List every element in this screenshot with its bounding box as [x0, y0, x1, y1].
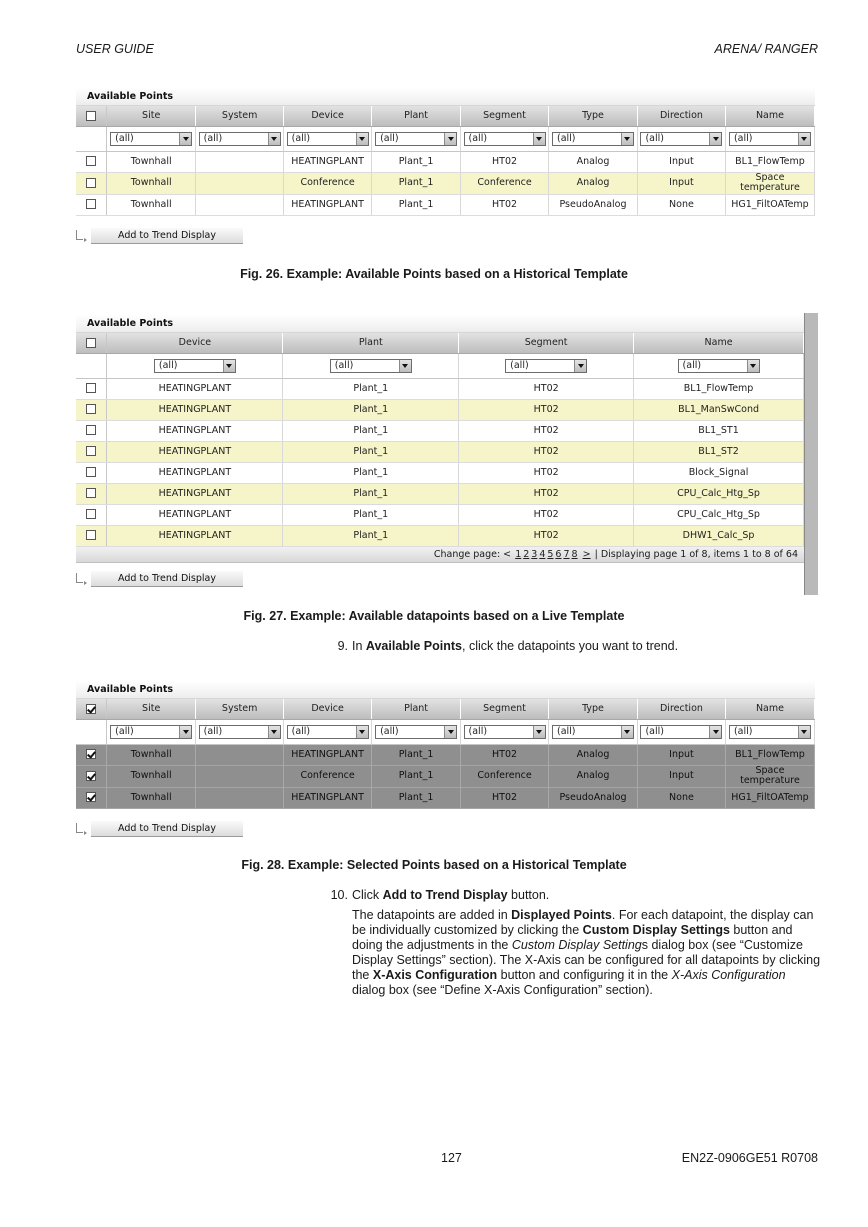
table-row[interactable] [76, 765, 815, 787]
filter-cell [549, 126, 638, 151]
dropdown-arrow-icon [621, 133, 633, 145]
cell-name: BL1_FlowTemp [725, 744, 814, 765]
vertical-scrollbar[interactable] [804, 313, 818, 595]
filter-select-name[interactable] [678, 359, 760, 373]
filter-select-type[interactable] [552, 725, 634, 739]
column-header-plant[interactable]: Plant [372, 699, 461, 719]
table-row[interactable] [76, 151, 815, 172]
step-number: 10. [330, 888, 348, 902]
row-checkbox-cell [76, 194, 107, 215]
table-row[interactable] [76, 462, 804, 483]
cell-segment: HT02 [459, 378, 634, 399]
row-checkbox-cell [76, 504, 107, 525]
column-header-device[interactable]: Device [284, 699, 372, 719]
select-all-checkbox[interactable] [86, 704, 96, 714]
cell-system [196, 151, 284, 172]
cell-segment: HT02 [459, 525, 634, 546]
page-link-4[interactable]: 4 [539, 548, 546, 560]
cell-segment: HT02 [459, 399, 634, 420]
cell-device: HEATINGPLANT [107, 504, 283, 525]
text-segment: Custom Display Setting [511, 938, 642, 952]
row-checkbox[interactable] [86, 383, 96, 393]
select-all-checkbox[interactable] [86, 338, 96, 348]
add-to-trend-bar [76, 571, 246, 589]
cell-name: BL1_ManSwCond [634, 399, 804, 420]
cell-plant: Plant_1 [283, 420, 459, 441]
dropdown-arrow-icon [444, 133, 456, 145]
step-10-description [352, 908, 822, 998]
cell-system [196, 787, 284, 808]
filter-cell [634, 353, 804, 378]
page-links [514, 549, 578, 560]
filter-cell [283, 353, 459, 378]
filter-cell [459, 353, 634, 378]
cell-device: HEATINGPLANT [284, 787, 372, 808]
filter-select-type[interactable] [552, 132, 634, 146]
cell-device: HEATINGPLANT [284, 744, 372, 765]
dropdown-arrow-icon [444, 726, 456, 738]
text-segment: The datapoints are added in [352, 908, 512, 922]
table-row[interactable] [76, 172, 815, 194]
text-segment: X-Axis Configuration [372, 968, 498, 982]
dropdown-arrow-icon [621, 726, 633, 738]
cell-direction: Input [637, 172, 725, 194]
table-row[interactable] [76, 420, 804, 441]
cell-segment: HT02 [461, 744, 549, 765]
filter-row [76, 353, 804, 378]
filter-cell [372, 719, 461, 744]
table-row[interactable] [76, 483, 804, 504]
cell-site: Townhall [107, 787, 196, 808]
page-link-7[interactable]: 7 [563, 548, 570, 560]
filter-cell [461, 719, 549, 744]
step-text: Click Add to Trend Display button. [352, 888, 550, 902]
filter-cell [637, 719, 725, 744]
filter-select-name[interactable] [729, 132, 811, 146]
cell-device: HEATINGPLANT [107, 462, 283, 483]
available-points-table [76, 699, 815, 809]
filter-select-value: (all) [510, 359, 529, 371]
cell-device: HEATINGPLANT [284, 194, 372, 215]
filter-spacer [76, 719, 107, 744]
document-code: EN2Z-0906GE51 R0708 [681, 1151, 818, 1165]
step-text: In Available Points, click the datapoints you want to trend. [352, 639, 679, 653]
select-all-header [76, 333, 107, 353]
filter-select-value: (all) [291, 132, 311, 144]
filter-select-system[interactable] [199, 132, 281, 146]
filter-select-device[interactable] [287, 725, 369, 739]
column-header-device[interactable]: Device [284, 106, 372, 126]
row-checkbox[interactable] [86, 178, 96, 188]
row-checkbox-cell [76, 399, 107, 420]
cell-name: DHW1_Calc_Sp [634, 525, 804, 546]
table-row[interactable] [76, 194, 815, 215]
filter-select-value: (all) [334, 359, 354, 371]
panel-title: Available Points [76, 315, 804, 333]
column-header-segment[interactable]: Segment [459, 333, 634, 353]
select-all-header [76, 106, 107, 126]
cell-name: CPU_Calc_Htg_Sp [634, 504, 804, 525]
cell-device: HEATINGPLANT [107, 399, 283, 420]
dropdown-arrow-icon [533, 133, 545, 145]
filter-select-value: (all) [468, 725, 488, 737]
filter-select-value: (all) [158, 359, 178, 371]
row-checkbox-cell [76, 483, 107, 504]
row-checkbox[interactable] [86, 467, 96, 477]
filter-spacer [76, 353, 107, 378]
cell-device: Conference [284, 172, 372, 194]
filter-select-value: (all) [115, 132, 134, 144]
filter-select-site[interactable] [110, 725, 192, 739]
cell-device: HEATINGPLANT [107, 420, 283, 441]
panel-title: Available Points [76, 681, 815, 699]
cell-plant: Plant_1 [283, 378, 459, 399]
table-row[interactable] [76, 441, 804, 462]
filter-select-direction[interactable] [640, 725, 722, 739]
filter-row [76, 126, 815, 151]
filter-cell [372, 126, 461, 151]
cell-name: BL1_FlowTemp [634, 378, 804, 399]
row-checkbox[interactable] [86, 425, 96, 435]
text-segment: button and configuring it in the [497, 968, 672, 982]
text-segment: s dialog box (see “Customize Display Settings” section). The X-Axis can be configured for all datapoints by clicking the [352, 938, 821, 982]
add-to-trend-bar [76, 821, 246, 839]
add-to-trend-display-button[interactable]: Add to Trend Display [91, 821, 243, 837]
row-checkbox-cell [76, 441, 107, 462]
cell-plant: Plant_1 [283, 504, 459, 525]
cell-direction: Input [637, 765, 725, 787]
cell-device: Conference [284, 765, 372, 787]
filter-select-system[interactable] [199, 725, 281, 739]
cell-segment: HT02 [459, 483, 634, 504]
cell-plant: Plant_1 [283, 483, 459, 504]
text-segment: dialog box (see “Define X-Axis Configuration” section). [352, 983, 653, 997]
hook-arrow-icon [76, 230, 83, 240]
cell-site: Townhall [107, 151, 196, 172]
column-header-direction[interactable]: Direction [637, 106, 725, 126]
cell-plant: Plant_1 [283, 441, 459, 462]
cell-plant: Plant_1 [283, 462, 459, 483]
cell-device: HEATINGPLANT [284, 151, 372, 172]
cell-device: HEATINGPLANT [107, 441, 283, 462]
filter-select-value: (all) [733, 725, 753, 737]
filter-cell [637, 126, 725, 151]
filter-spacer [76, 126, 107, 151]
text-segment: button and doing the adjustments in the [352, 923, 793, 952]
cell-site: Townhall [107, 744, 196, 765]
cell-plant: Plant_1 [372, 194, 461, 215]
filter-select-value: (all) [380, 132, 399, 144]
panel-title: Available Points [76, 88, 815, 106]
hook-arrow-icon [76, 823, 83, 833]
pager-prefix: Change page: < [433, 548, 512, 560]
filter-cell [107, 353, 283, 378]
column-header-plant[interactable]: Plant [372, 106, 461, 126]
cell-name: BL1_ST2 [634, 441, 804, 462]
filter-cell [196, 719, 284, 744]
cell-segment: Conference [461, 765, 549, 787]
filter-select-segment[interactable] [505, 359, 587, 373]
cell-segment: HT02 [461, 151, 549, 172]
available-points-table [76, 106, 815, 216]
filter-select-site[interactable] [110, 132, 192, 146]
row-checkbox[interactable] [86, 156, 96, 166]
row-checkbox-cell [76, 462, 107, 483]
dropdown-arrow-icon [268, 133, 280, 145]
cell-direction: None [637, 194, 725, 215]
select-all-header [76, 699, 107, 719]
cell-site: Townhall [107, 765, 196, 787]
row-checkbox-cell [76, 151, 107, 172]
column-header-name[interactable]: Name [634, 333, 804, 353]
filter-select-segment[interactable] [464, 725, 546, 739]
cell-name: BL1_ST1 [634, 420, 804, 441]
filter-select-device[interactable] [154, 359, 236, 373]
dropdown-arrow-icon [356, 726, 368, 738]
filter-cell [725, 719, 814, 744]
row-checkbox-cell [76, 787, 107, 808]
filter-select-direction[interactable] [640, 132, 722, 146]
selected-points-panel-historical [76, 681, 815, 809]
column-header-name[interactable]: Name [725, 699, 814, 719]
column-header-system[interactable]: System [196, 699, 284, 719]
running-header-right: ARENA/ RANGER [714, 42, 818, 56]
running-header-left: USER GUIDE [76, 42, 154, 56]
cell-system [196, 744, 284, 765]
table-row[interactable] [76, 504, 804, 525]
column-header-system[interactable]: System [196, 106, 284, 126]
cell-system [196, 765, 284, 787]
cell-plant: Plant_1 [372, 744, 461, 765]
cell-direction: Input [637, 151, 725, 172]
figure-caption: Fig. 26. Example: Available Points based on a Historical Template [240, 267, 628, 281]
filter-cell [284, 719, 372, 744]
row-checkbox-cell [76, 525, 107, 546]
row-checkbox-cell [76, 172, 107, 194]
filter-select-value: (all) [291, 725, 311, 737]
filter-cell [284, 126, 372, 151]
cell-direction: None [637, 787, 725, 808]
column-header-type[interactable]: Type [549, 106, 638, 126]
cell-type: Analog [549, 744, 638, 765]
hook-arrow-icon [76, 573, 83, 583]
cell-segment: HT02 [459, 420, 634, 441]
row-checkbox[interactable] [86, 749, 96, 759]
column-header-direction[interactable]: Direction [637, 699, 725, 719]
page-link-1[interactable]: 1 [515, 548, 522, 560]
cell-device: HEATINGPLANT [107, 378, 283, 399]
header-row [76, 699, 815, 719]
row-checkbox-cell [76, 378, 107, 399]
dropdown-arrow-icon [356, 133, 368, 145]
dropdown-arrow-icon [798, 133, 810, 145]
filter-cell [725, 126, 814, 151]
filter-cell [107, 126, 196, 151]
text-segment: . For each datapoint, the display can be individually customized by clicking the [352, 908, 814, 937]
pager-status: | Displaying page 1 of 8, items 1 to 8 of 64 [594, 548, 798, 560]
filter-select-value: (all) [733, 132, 753, 144]
available-points-panel-historical [76, 88, 815, 216]
row-checkbox-cell [76, 744, 107, 765]
add-to-trend-display-button[interactable]: Add to Trend Display [91, 571, 243, 587]
cell-name: Space temperature [725, 172, 814, 194]
table-row[interactable] [76, 744, 815, 765]
column-header-segment[interactable]: Segment [461, 699, 549, 719]
select-all-checkbox[interactable] [86, 111, 96, 121]
available-points-panel-live [76, 315, 804, 563]
cell-segment: Conference [461, 172, 549, 194]
column-header-site[interactable]: Site [107, 699, 196, 719]
step-number: 9. [337, 639, 348, 653]
filter-select-device[interactable] [287, 132, 369, 146]
next-page-link[interactable]: > [582, 548, 591, 560]
dropdown-arrow-icon [709, 726, 721, 738]
filter-cell [107, 719, 196, 744]
dropdown-arrow-icon [709, 133, 721, 145]
dropdown-arrow-icon [533, 726, 545, 738]
row-checkbox[interactable] [86, 488, 96, 498]
row-checkbox[interactable] [86, 530, 96, 540]
cell-type: PseudoAnalog [549, 194, 638, 215]
row-checkbox[interactable] [86, 404, 96, 414]
cell-plant: Plant_1 [283, 399, 459, 420]
cell-site: Townhall [107, 194, 196, 215]
page-number: 127 [441, 1151, 462, 1165]
filter-row [76, 719, 815, 744]
row-checkbox-cell [76, 420, 107, 441]
page-link-5[interactable]: 5 [547, 548, 554, 560]
text-segment: X-Axis Configuration [671, 968, 786, 982]
filter-cell [196, 126, 284, 151]
cell-type: Analog [549, 172, 638, 194]
filter-select-value: (all) [645, 132, 664, 144]
filter-select-value: (all) [645, 725, 664, 737]
filter-select-value: (all) [682, 359, 702, 371]
pagination-bar [76, 547, 804, 563]
figure-caption: Fig. 28. Example: Selected Points based on a Historical Template [241, 858, 627, 872]
filter-select-value: (all) [556, 132, 576, 144]
filter-select-value: (all) [115, 725, 134, 737]
cell-plant: Plant_1 [283, 525, 459, 546]
filter-select-plant[interactable] [375, 132, 457, 146]
cell-segment: HT02 [459, 504, 634, 525]
dropdown-arrow-icon [798, 726, 810, 738]
dropdown-arrow-icon [574, 360, 586, 372]
filter-select-value: (all) [556, 725, 576, 737]
cell-name: HG1_FiltOATemp [725, 194, 814, 215]
filter-select-value: (all) [203, 132, 223, 144]
cell-type: Analog [549, 765, 638, 787]
page-link-3[interactable]: 3 [531, 548, 538, 560]
page-link-2[interactable]: 2 [523, 548, 530, 560]
row-checkbox[interactable] [86, 509, 96, 519]
row-checkbox-cell [76, 765, 107, 787]
dropdown-arrow-icon [223, 360, 235, 372]
row-checkbox[interactable] [86, 199, 96, 209]
table-row[interactable] [76, 399, 804, 420]
cell-name: Block_Signal [634, 462, 804, 483]
row-checkbox[interactable] [86, 771, 96, 781]
figure-caption: Fig. 27. Example: Available datapoints based on a Live Template [243, 609, 625, 623]
cell-name: Space temperature [725, 765, 814, 787]
cell-system [196, 172, 284, 194]
dropdown-arrow-icon [268, 726, 280, 738]
text-segment: Custom Display Settings [582, 923, 730, 937]
cell-type: Analog [549, 151, 638, 172]
column-header-plant[interactable]: Plant [283, 333, 459, 353]
cell-device: HEATINGPLANT [107, 483, 283, 504]
table-row[interactable] [76, 525, 804, 546]
filter-select-name[interactable] [729, 725, 811, 739]
header-row [76, 106, 815, 126]
filter-select-segment[interactable] [464, 132, 546, 146]
cell-name: CPU_Calc_Htg_Sp [634, 483, 804, 504]
cell-plant: Plant_1 [372, 172, 461, 194]
cell-plant: Plant_1 [372, 787, 461, 808]
cell-device: HEATINGPLANT [107, 525, 283, 546]
dropdown-arrow-icon [179, 133, 191, 145]
add-to-trend-display-button[interactable]: Add to Trend Display [91, 228, 243, 244]
dropdown-arrow-icon [399, 360, 411, 372]
page-link-6[interactable]: 6 [555, 548, 562, 560]
dropdown-arrow-icon [179, 726, 191, 738]
filter-cell [549, 719, 638, 744]
column-header-segment[interactable]: Segment [461, 106, 549, 126]
page-link-8[interactable]: 8 [571, 548, 578, 560]
column-header-site[interactable]: Site [107, 106, 196, 126]
cell-name: HG1_FiltOATemp [725, 787, 814, 808]
cell-name: BL1_FlowTemp [725, 151, 814, 172]
filter-select-value: (all) [380, 725, 399, 737]
column-header-type[interactable]: Type [549, 699, 638, 719]
cell-plant: Plant_1 [372, 151, 461, 172]
row-checkbox[interactable] [86, 792, 96, 802]
cell-segment: HT02 [459, 441, 634, 462]
cell-segment: HT02 [461, 194, 549, 215]
cell-site: Townhall [107, 172, 196, 194]
text-segment: Displayed Points [511, 908, 612, 922]
table-row[interactable] [76, 378, 804, 399]
cell-system [196, 194, 284, 215]
filter-select-plant[interactable] [375, 725, 457, 739]
column-header-name[interactable]: Name [725, 106, 814, 126]
add-to-trend-bar [76, 228, 246, 246]
row-checkbox[interactable] [86, 446, 96, 456]
column-header-device[interactable]: Device [107, 333, 283, 353]
table-row[interactable] [76, 787, 815, 808]
available-points-table [76, 333, 804, 547]
cell-segment: HT02 [461, 787, 549, 808]
filter-cell [461, 126, 549, 151]
cell-segment: HT02 [459, 462, 634, 483]
filter-select-plant[interactable] [330, 359, 412, 373]
cell-type: PseudoAnalog [549, 787, 638, 808]
dropdown-arrow-icon [747, 360, 759, 372]
filter-select-value: (all) [203, 725, 223, 737]
cell-direction: Input [637, 744, 725, 765]
cell-plant: Plant_1 [372, 765, 461, 787]
header-row [76, 333, 804, 353]
filter-select-value: (all) [468, 132, 488, 144]
